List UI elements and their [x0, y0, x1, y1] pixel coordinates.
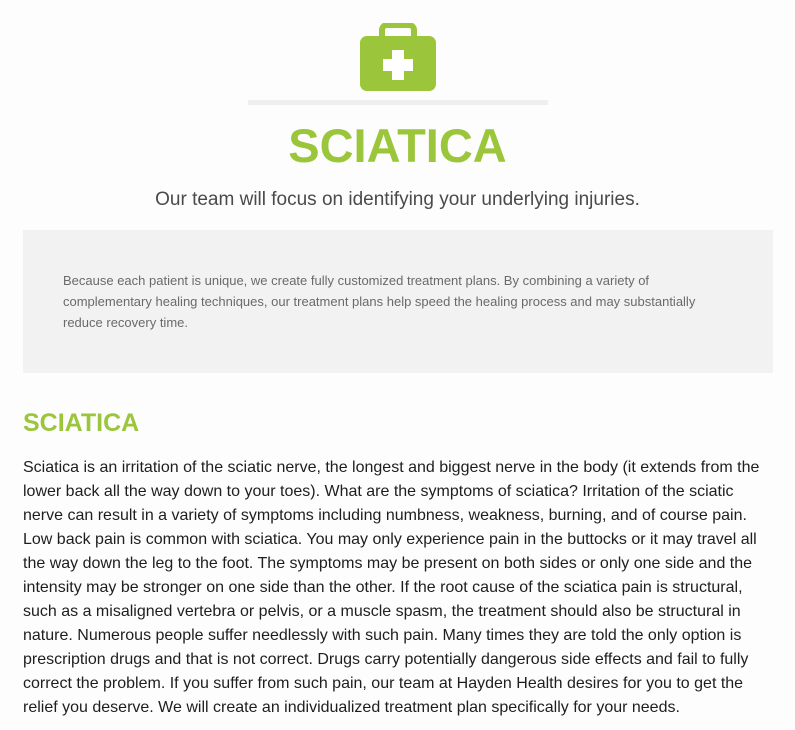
info-box-text: Because each patient is unique, we create fully customized treatment plans. By combining a variety of complementary healing techniques, our treatment plans help speed the healing process and may substantially reduce recovery time.: [63, 273, 696, 330]
medical-kit-icon: [360, 23, 436, 91]
page-subtitle: Our team will focus on identifying your underlying injuries.: [155, 189, 640, 210]
section-title: SCIATICA: [23, 409, 140, 437]
section-body: Sciatica is an irritation of the sciatic nerve, the longest and biggest nerve in the body (it extends from the lower back all the way down to your toes). What are the symptoms of sciatica? Irritation of the sciatic nerve can result in a variety of symptoms including numbness, weakness, burning, and of course pain. Low back pain is common with sciatica. You may only experience pain in the buttocks or it may travel all the way down the leg to the foot. The symptoms may be present on both sides or only one side and the intensity may be stronger on one side than the other. If the root cause of the sciatica pain is structural, such as a misaligned vertebra or pelvis, or a muscle spasm, the treatment should also be structural in nature. Numerous people suffer needlessly with such pain. Many times they are told the only option is prescription drugs and that is not correct. Drugs carry potentially dangerous side effects and fail to fully correct the problem. If you suffer from such pain, our team at Hayden Health desires for you to get the relief you deserve. We will create an individualized treatment plan specifically for your needs.: [23, 459, 760, 716]
page-title: SCIATICA: [288, 119, 507, 172]
info-box: [23, 230, 773, 373]
hero-divider: [248, 100, 548, 105]
